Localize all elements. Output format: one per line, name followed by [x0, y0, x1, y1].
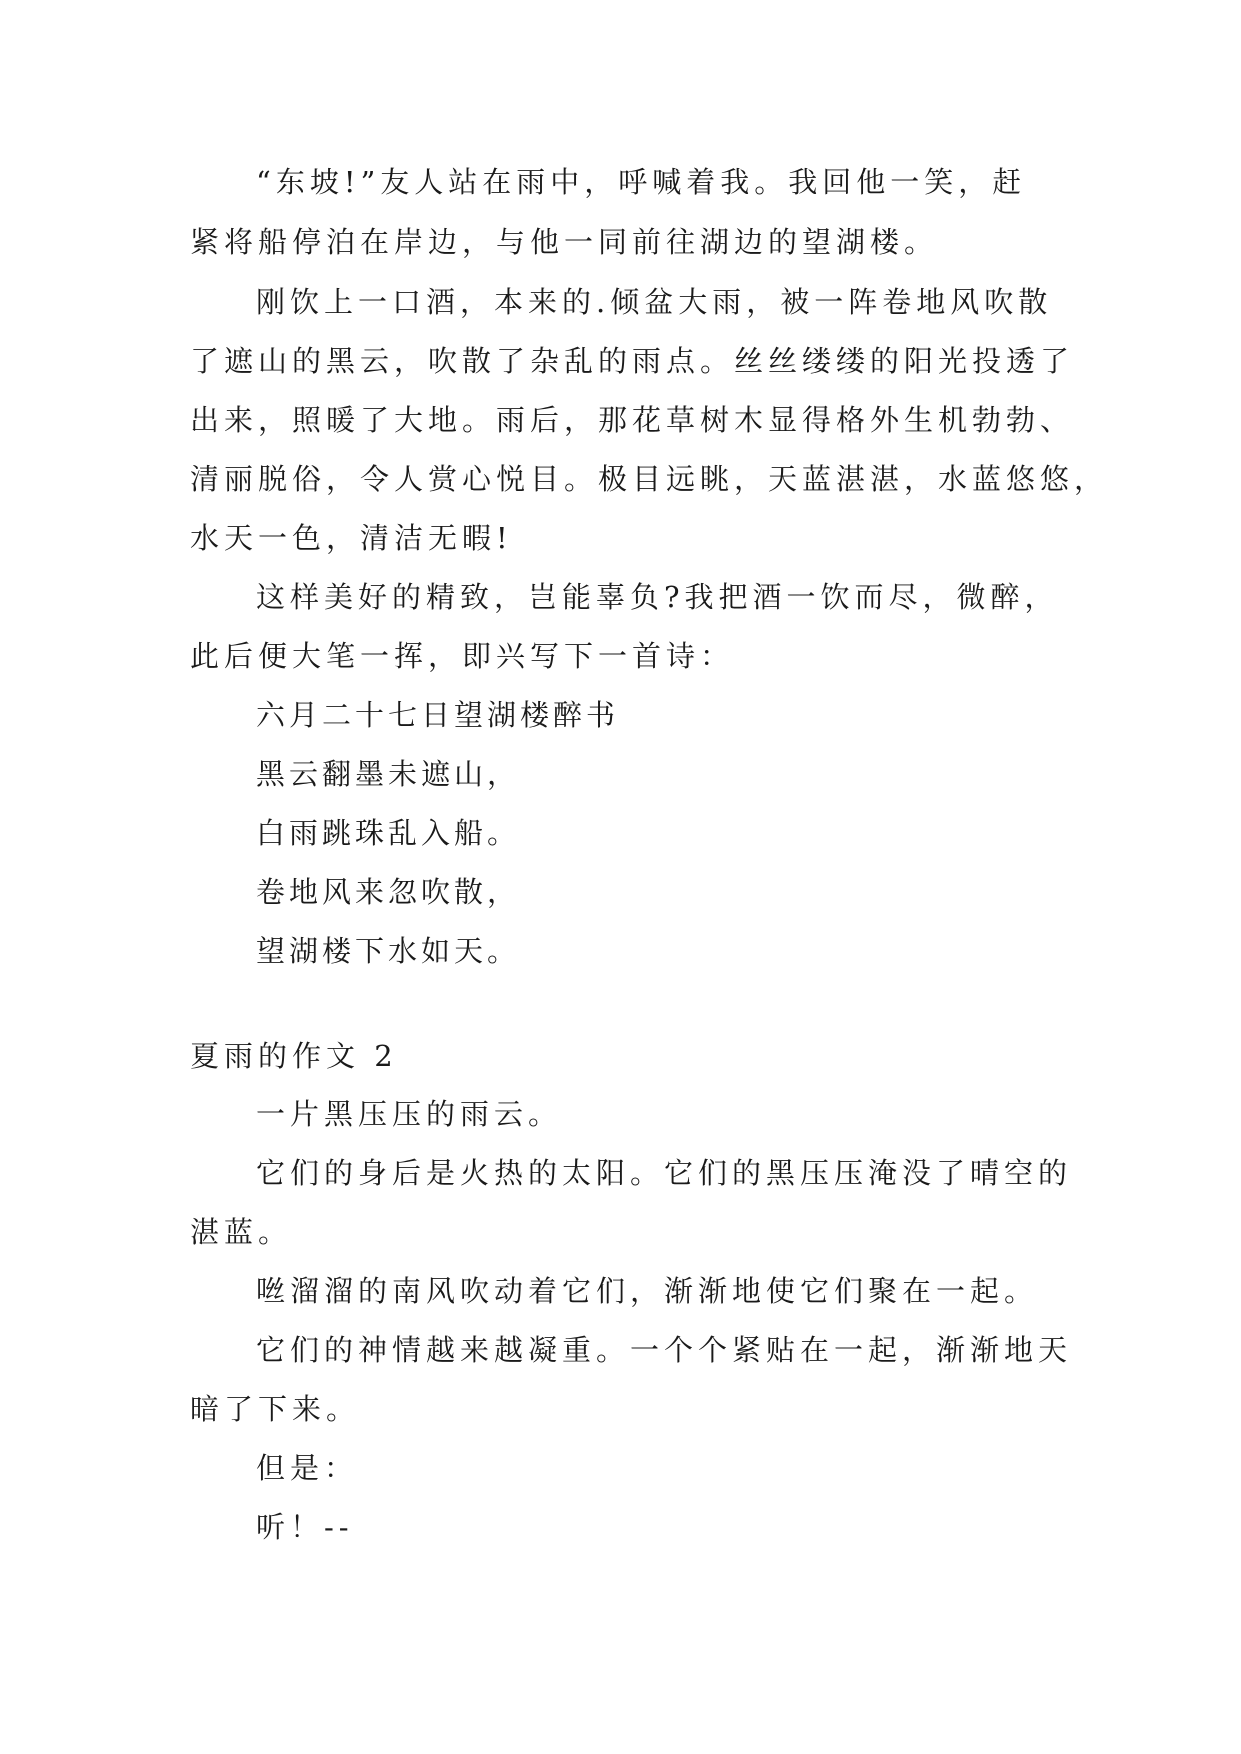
- paragraph-line: 出来，照暖了大地。雨后，那花草树木显得格外生机勃勃、: [190, 403, 1075, 437]
- paragraph-line: 它们的神情越来越凝重。一个个紧贴在一起，渐渐地天: [256, 1333, 1073, 1367]
- poem-title: 六月二十七日望湖楼醉书: [256, 698, 620, 732]
- poem-line: 黑云翻墨未遮山，: [256, 757, 521, 791]
- paragraph-line: 咝溜溜的南风吹动着它们，渐渐地使它们聚在一起。: [256, 1274, 1039, 1308]
- poem-line: 望湖楼下水如天。: [256, 934, 521, 968]
- paragraph-line: 暗了下来。: [190, 1392, 361, 1426]
- paragraph-line: 一片黑压压的雨云。: [256, 1097, 563, 1131]
- poem-line: 卷地风来忽吹散，: [256, 875, 521, 909]
- paragraph-line: 了遮山的黑云，吹散了杂乱的雨点。丝丝缕缕的阳光投透了: [190, 344, 1075, 378]
- paragraph-line: 这样美好的精致，岂能辜负?我把酒一饮而尽，微醉，: [256, 580, 1059, 614]
- paragraph-line: 清丽脱俗，令人赏心悦目。极目远眺，天蓝湛湛，水蓝悠悠，: [190, 462, 1109, 496]
- poem-line: 白雨跳珠乱入船。: [256, 816, 521, 850]
- paragraph-line: 此后便大笔一挥，即兴写下一首诗：: [190, 639, 735, 673]
- paragraph-line: 听！--: [256, 1510, 354, 1544]
- paragraph-line: 紧将船停泊在岸边，与他一同前往湖边的望湖楼。: [190, 225, 939, 259]
- paragraph-line: 水天一色，清洁无暇!: [190, 521, 513, 555]
- paragraph-line: 但是：: [256, 1451, 359, 1485]
- paragraph-line: 刚饮上一口酒，本来的.倾盆大雨，被一阵卷地风吹散: [256, 285, 1053, 319]
- section-heading: 夏雨的作文 2: [190, 1039, 398, 1073]
- paragraph-line: 湛蓝。: [190, 1215, 293, 1249]
- paragraph-line: “东坡!”友人站在雨中，呼喊着我。我回他一笑，赶: [256, 165, 1027, 199]
- paragraph-line: 它们的身后是火热的太阳。它们的黑压压淹没了晴空的: [256, 1156, 1073, 1190]
